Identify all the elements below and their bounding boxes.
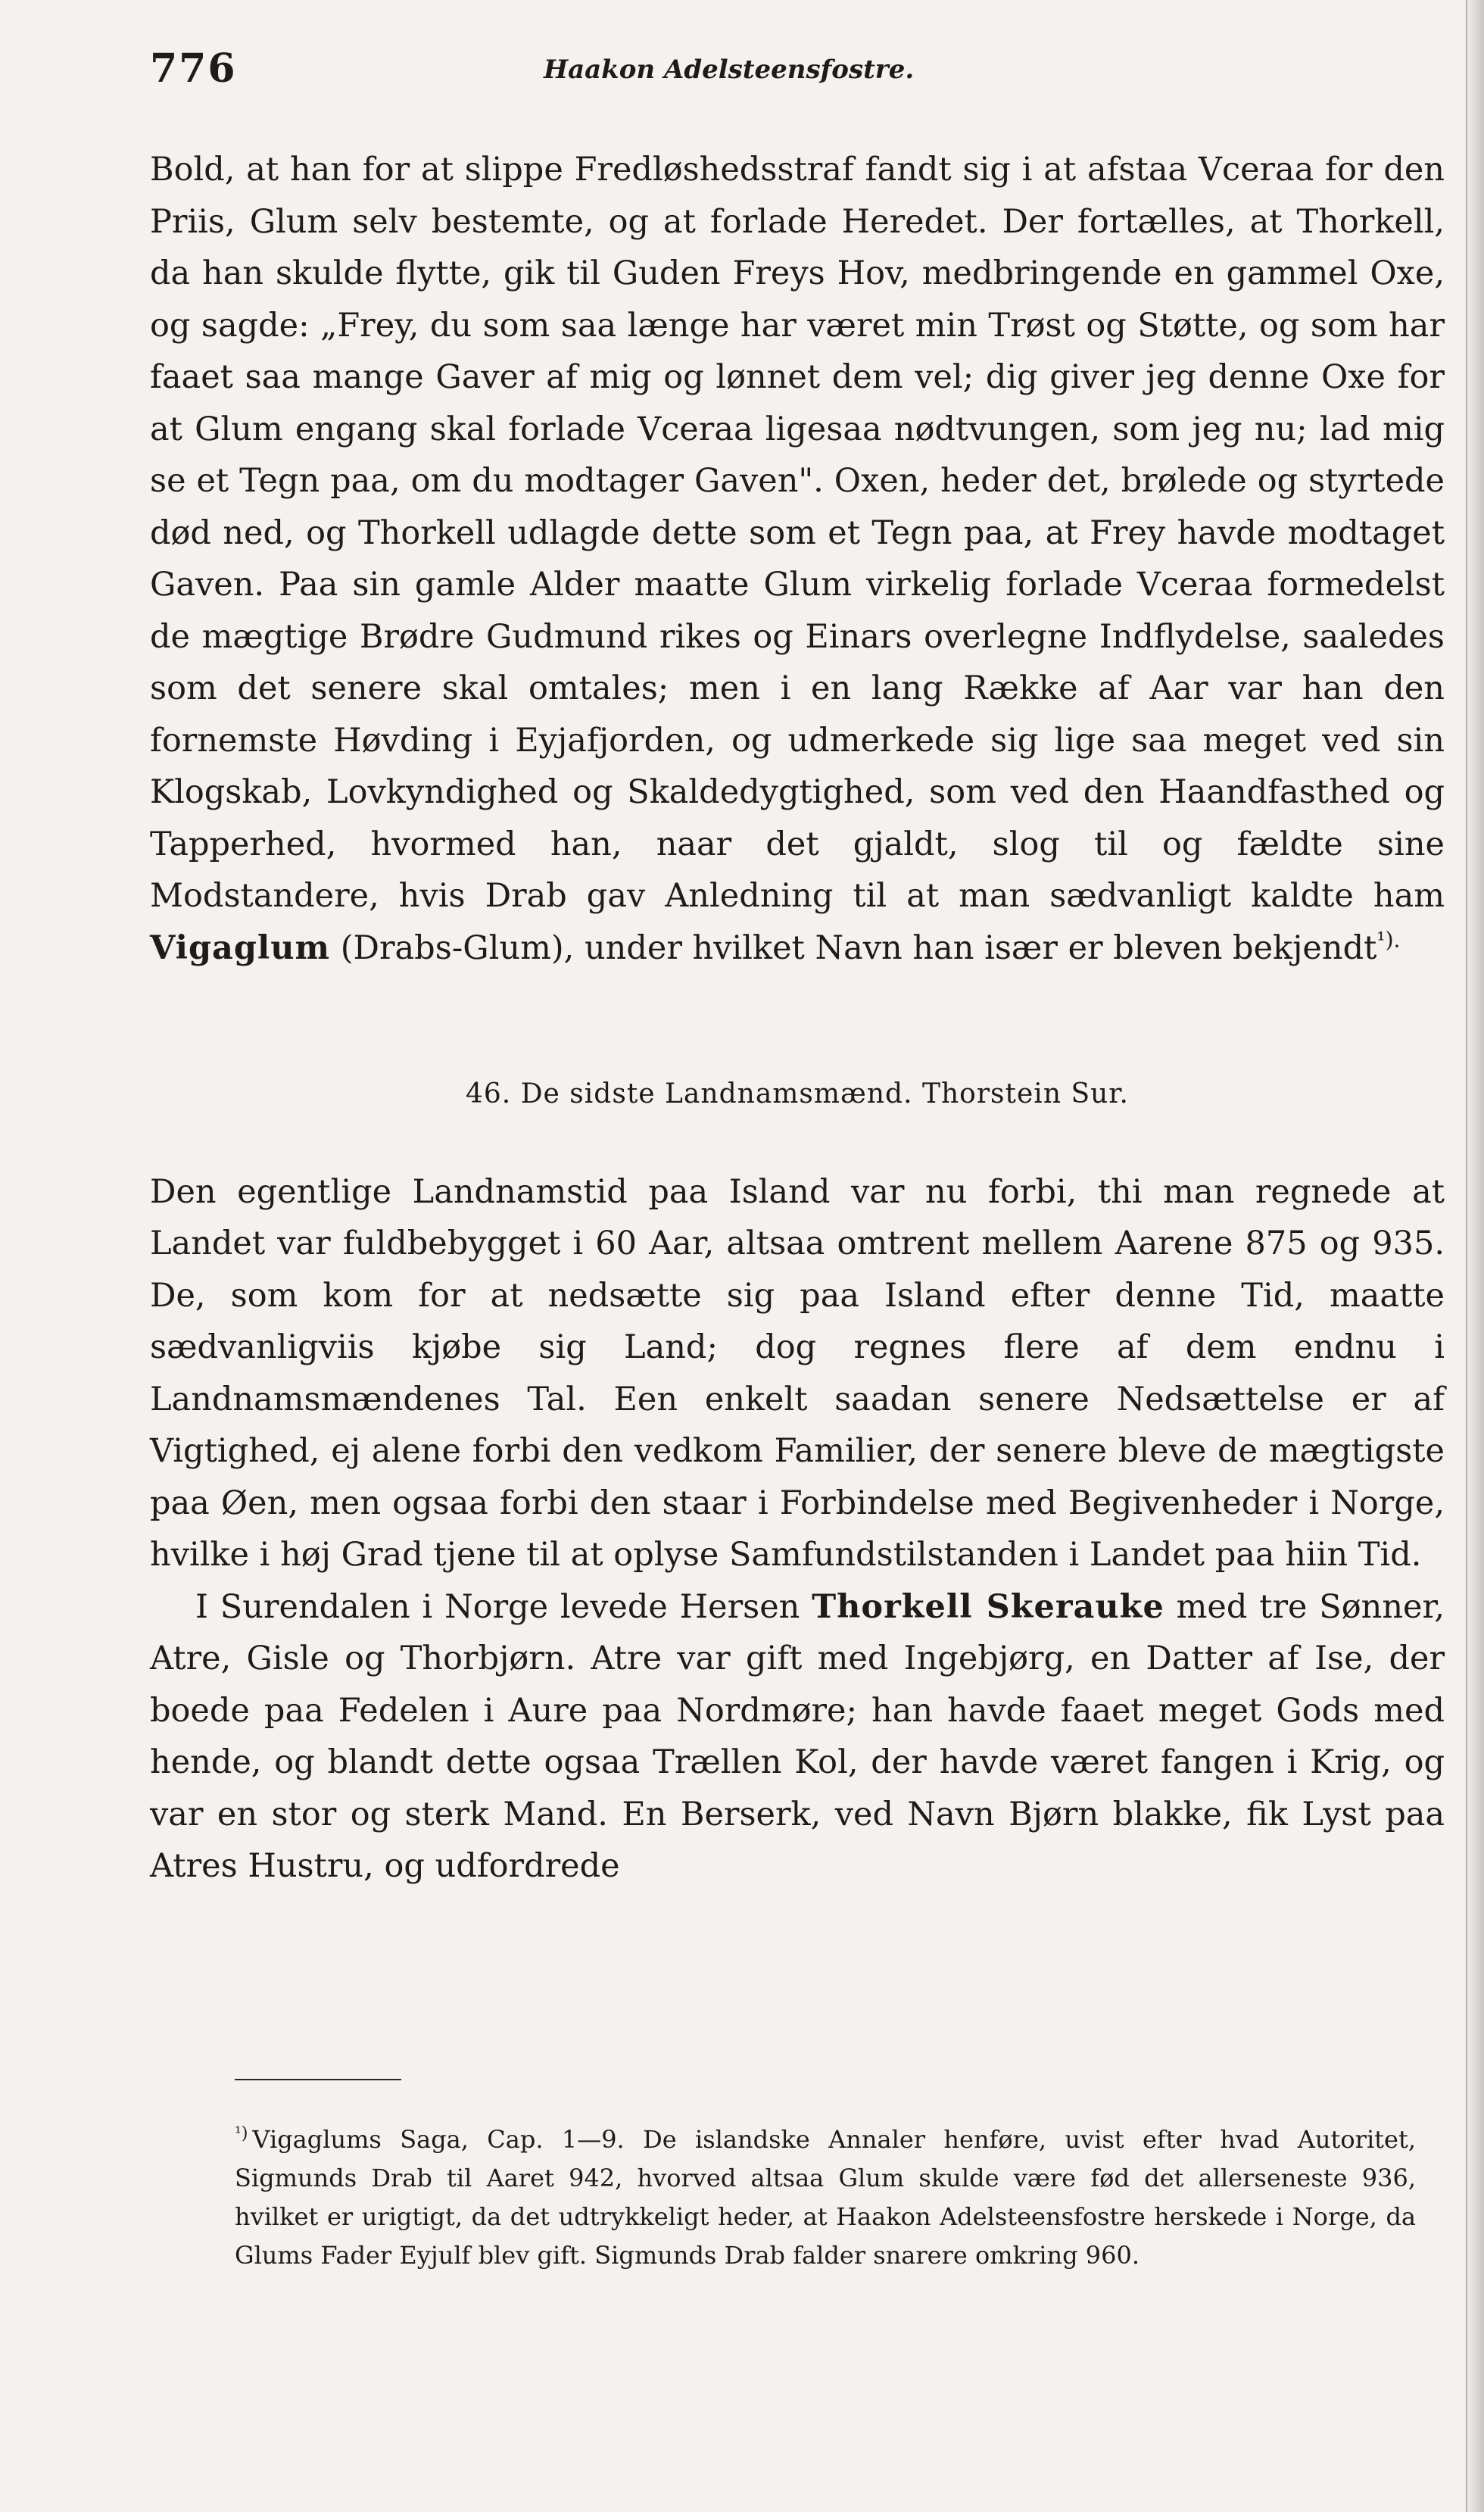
footnote (235, 2120, 1416, 2275)
paragraph-2: Den egentlige Landnamstid paa Island var nu forbi, thi man regnede at Landet var fuldbebygget i 60 Aar, altsaa omtrent mellem Aarene 875 og 935. De, som kom for at nedsætte sig paa Island efter denne Tid, maatte sædvanligviis kjøbe sig Land; dog regnes flere af dem endnu i Landnamsmændenes Tal. Een enkelt saadan senere Nedsættelse er af Vigtighed, ej alene forbi den vedkom Familier, der senere bleve de mægtigste paa Øen, men ogsaa forbi den staar i Forbindelse med Begivenheder i Norge, hvilke i høj Grad tjene til at oplyse Samfundstilstanden i Landet paa hiin Tid. (150, 1172, 1445, 1574)
running-head: Haakon Adelsteensfostre. (544, 55, 915, 85)
body-text (150, 144, 1445, 1893)
paragraph-3-emphasis: Thorkell Skerauke (812, 1587, 1164, 1626)
footnote-text: Vigaglums Saga, Cap. 1—9. De islandske Annaler henføre, uvist efter hvad Autoritet, Sigmunds Drab til Aaret 942, hvorved altsaa Glum skulde være fød det allerseneste 936, hvilket er urigtigt, da det udtrykkeligt heder, at Haakon Adelsteensfostre herskede i Norge, da Glums Fader Eyjulf blev gift. Sigmunds Drab falder snarere omkring 960. (235, 2125, 1416, 2270)
paragraph-1-text: Bold, at han for at slippe Fredløshedsstraf fandt sig i at afstaa Vceraa for den Priis, Glum selv bestemte, og at forlade Heredet. Der fortælles, at Thorkell, da han skulde flytte, gik til Guden Freys Hov, medbringende en gammel Oxe, og sagde: „Frey, du som saa længe har været min Trøst og Støtte, og som har faaet saa mange Gaver af mig og lønnet dem vel; dig giver jeg denne Oxe for at Glum engang skal forlade Vceraa ligesaa nødtvungen, som jeg nu; lad mig se et Tegn paa, om du modtager Gaven". Oxen, heder det, brølede og styrtede død ned, og Thorkell udlagde dette som et Tegn paa, at Frey havde modtaget Gaven. Paa sin gamle Alder maatte Glum virkelig forlade Vceraa formedelst de mægtige Brødre Gudmund rikes og Einars overlegne Indflydelse, saaledes som det senere skal omtales; men i en lang Række af Aar var han den fornemste Høvding i Eyjafjorden, og udmerkede sig lige saa meget ved sin Klogskab, Lovkyndighed og Skaldedygtighed, som ved den Haandfasthed og Tapperhed, hvormed han, naar det gjaldt, slog til og fældte sine Modstandere, hvis Drab gav Anledning til at man sædvanligt kaldte ham (150, 151, 1445, 915)
footnote-divider (235, 2079, 401, 2080)
paragraph-3-pre: I Surendalen i Norge levede Hersen (195, 1587, 800, 1626)
paragraph-1-tail: (Drabs-Glum), under hvilket Navn han især er bleven bekjendt (340, 928, 1377, 967)
paragraph-3 (150, 1581, 1445, 1893)
page-number: 776 (150, 45, 237, 92)
footnote-reference[interactable]: ¹). (1376, 927, 1401, 953)
paragraph-1-emphasis: Vigaglum (150, 928, 331, 967)
page-header (150, 45, 1437, 106)
footnote-marker: ¹) (235, 2124, 248, 2144)
paragraph-1 (150, 144, 1445, 974)
section-heading: 46. De sidste Landnamsmænd. Thorstein Sur. (466, 1078, 1129, 1109)
paragraph-3-text: med tre Sønner, Atre, Gisle og Thorbjørn. Atre var gift med Ingebjørg, en Datter af Ise, der boede paa Fedelen i Aure paa Nordmøre; han havde faaet meget Gods med hende, og blandt dette ogsaa Trællen Kol, der havde været fangen i Krig, og var en stor og sterk Mand. En Berserk, ved Navn Bjørn blakke, fik Lyst paa Atres Hustru, og udfordrede (150, 1587, 1445, 1885)
page-edge-line (1466, 0, 1467, 2512)
